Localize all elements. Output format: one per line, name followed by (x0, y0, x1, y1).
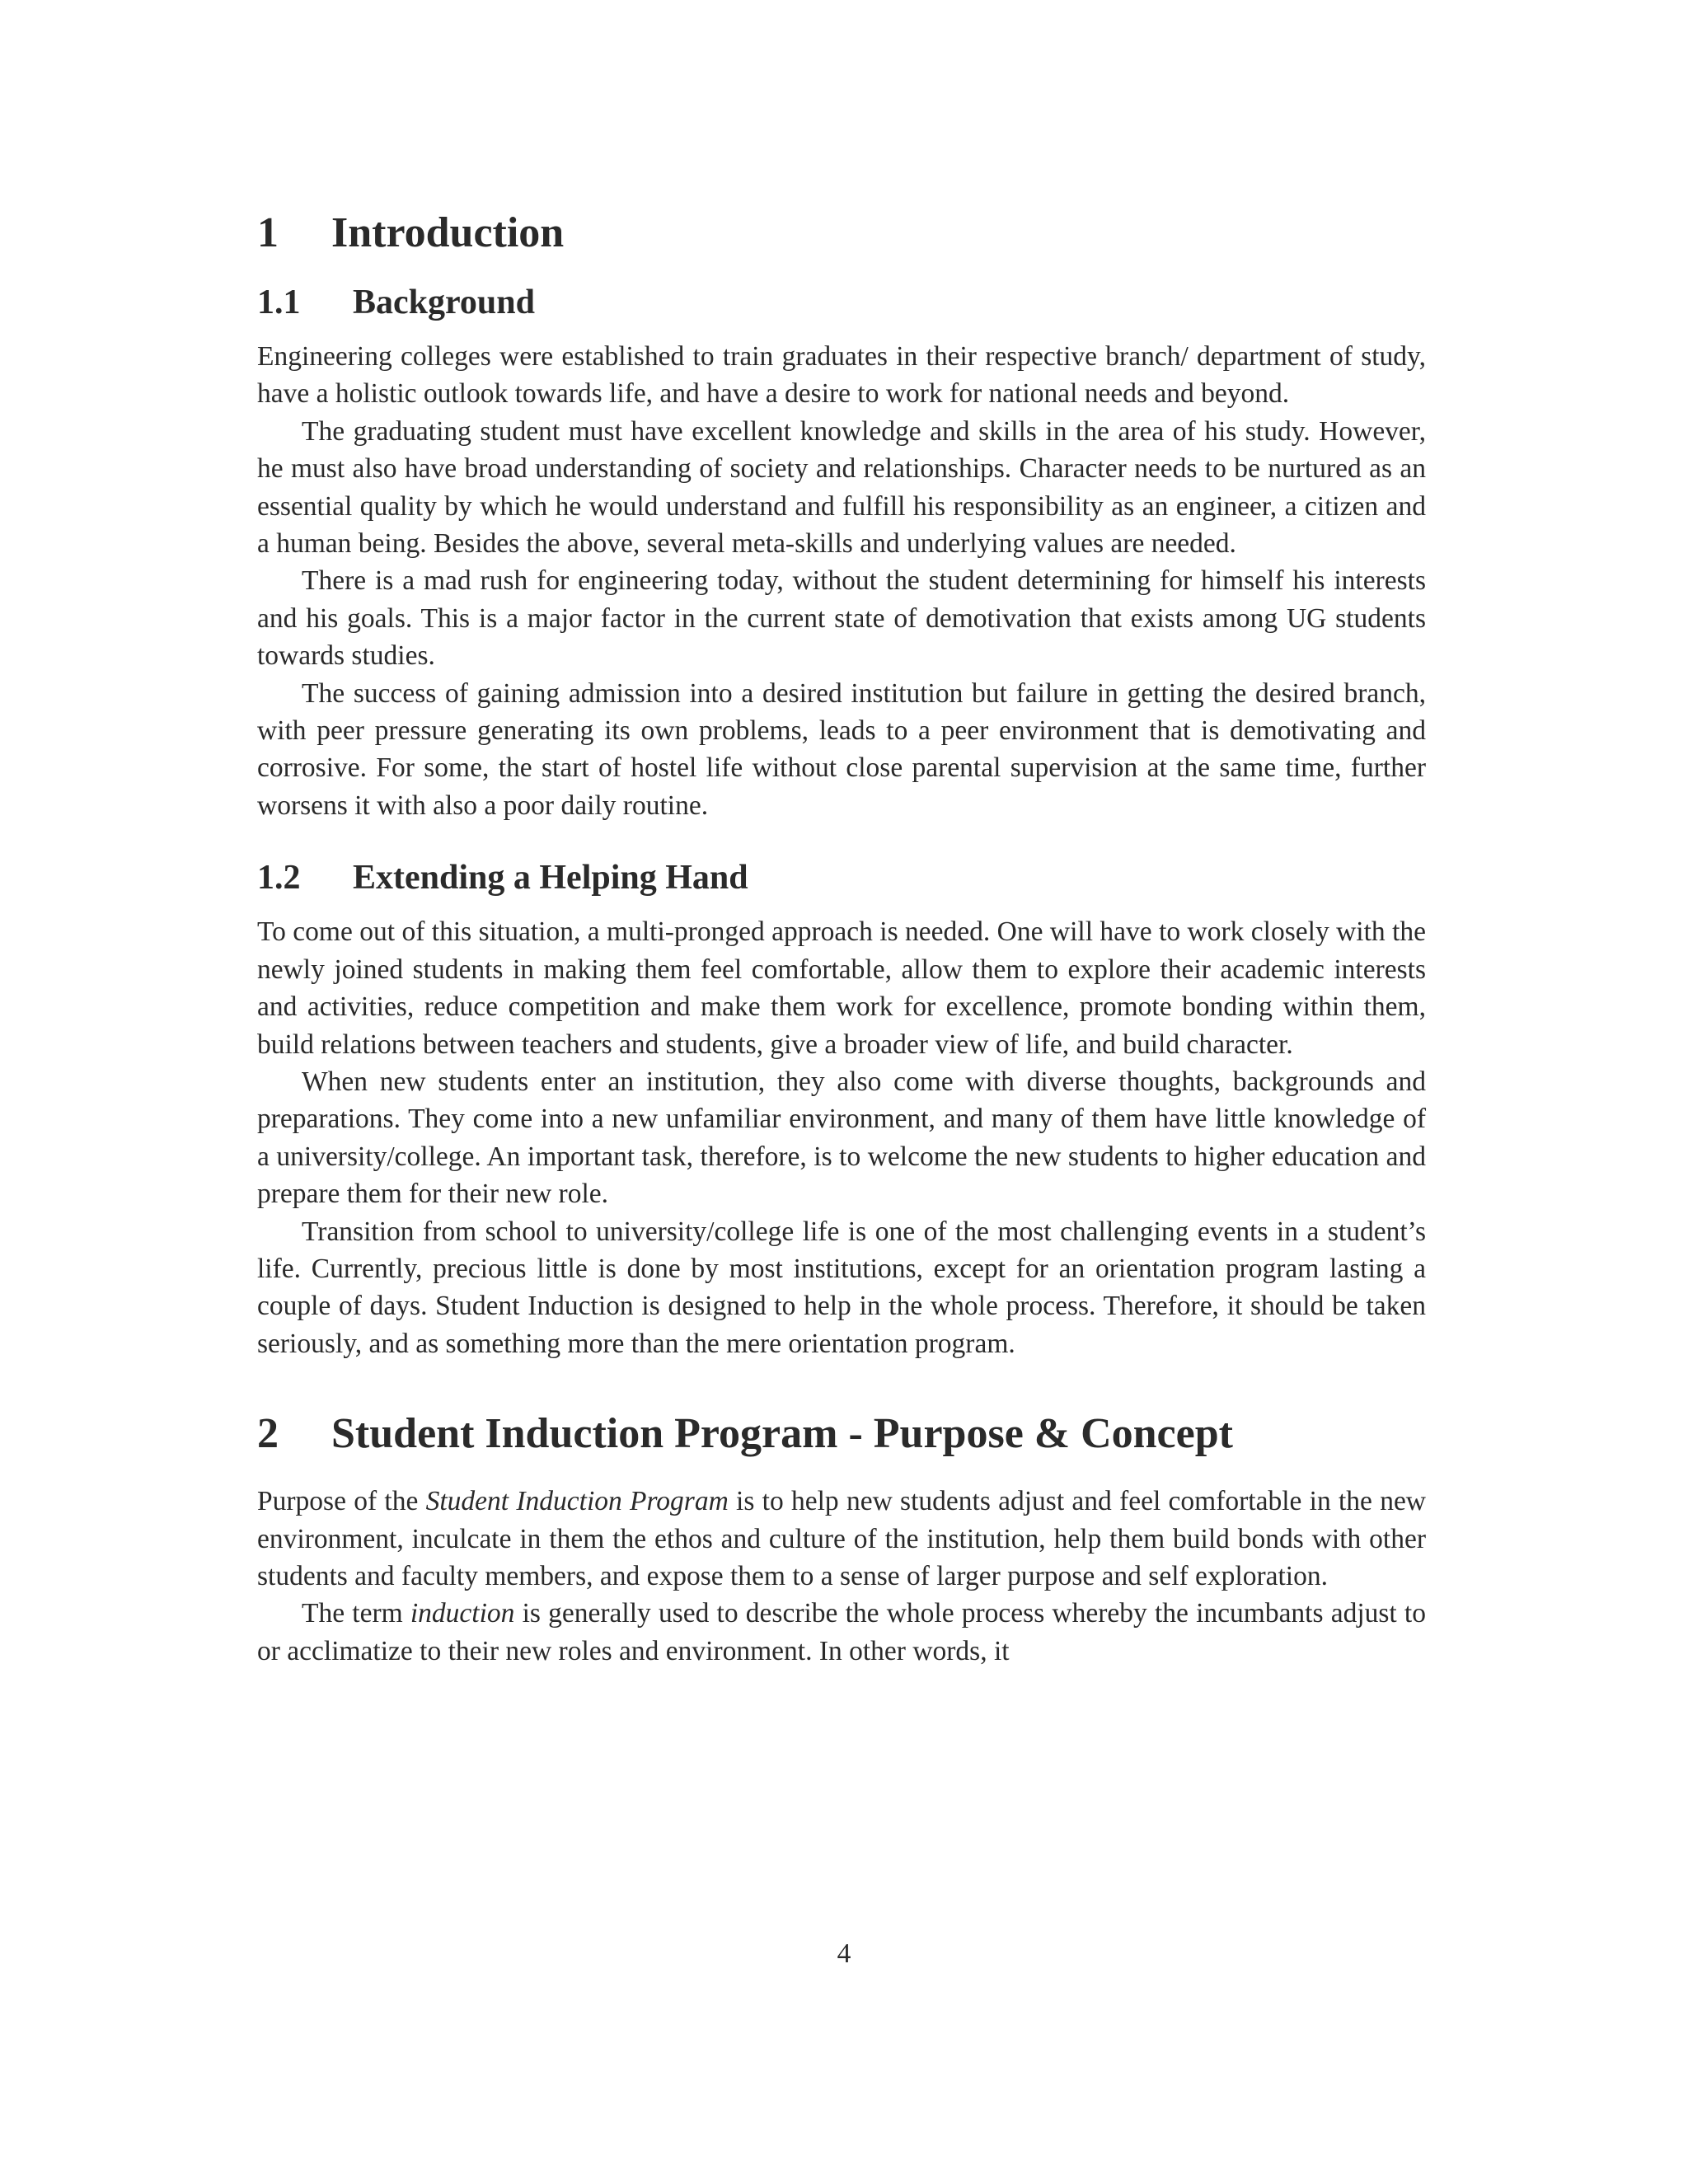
subsection-number: 1.2 (257, 859, 301, 898)
text-run: is to help new students adjust and feel comfortable in the new environment, inculcate in them the ethos and culture of the institution, help them build bonds with other students and faculty members, and expose them to a sense of larger purpose and self exploration. (257, 1486, 1427, 1591)
section-number: 2 (257, 1410, 279, 1458)
subsection-number: 1.1 (257, 284, 301, 321)
paragraph: The graduating student must have excellent knowledge and skills in the area of his study. However, he must also have broad understanding of society and relationships. Character needs to be nurtured as an essential quality by which he would understand and fulfill his responsibility as an engineer, a citizen and a human being. Besides the above, several meta-skills and underlying values are needed. (257, 415, 1426, 560)
page-number: 4 (837, 1938, 851, 1969)
page-content (257, 204, 1426, 1670)
text-run: Purpose of the (257, 1486, 426, 1517)
subsection-heading-background (257, 279, 1426, 326)
paragraph (257, 1483, 1426, 1595)
section-number: 1 (257, 209, 279, 256)
section-heading-introduction (257, 204, 1426, 262)
paragraph: To come out of this situation, a multi-pronged approach is needed. One will have to work closely with the newly joined students in making them feel comfortable, allow them to explore their academic interests and activities, reduce competition and make them work for excellence, promote bonding within them, build relations between teachers and students, give a broader view of life, and build character. (257, 916, 1426, 1060)
emphasized-term: induction (410, 1598, 515, 1629)
section-title: Introduction (331, 209, 565, 256)
paragraph (257, 1595, 1426, 1670)
paragraph: There is a mad rush for engineering today, without the student determining for himself his interests and his goals. This is a major factor in the current state of demotivation that exists among UG students towards studies. (257, 565, 1426, 672)
paragraph: The success of gaining admission into a desired institution but failure in getting the desired branch, with peer pressure generating its own problems, leads to a peer environment that is demotivating and corrosive. For some, the start of hostel life without close parental supervision at the same time, further worsens it with also a poor daily routine. (257, 677, 1426, 821)
paragraph: Engineering colleges were established to train graduates in their respective branch/ department of study, have a holistic outlook towards life, and have a desire to work for national needs and beyond. (257, 341, 1426, 410)
subsection-title: Background (353, 284, 535, 321)
text-run: is generally used to describe the whole process whereby the incumbants adjust to or acclimatize to their new roles and environment. In other words, it (257, 1598, 1426, 1666)
subsection-title: Extending a Helping Hand (353, 859, 748, 898)
text-run: The term (302, 1598, 410, 1629)
emphasized-term: Student Induction Program (425, 1486, 729, 1517)
subsection-heading-helping-hand (257, 854, 1426, 902)
section-title: Student Induction Program - Purpose & Concept (331, 1410, 1233, 1458)
paragraph: Transition from school to university/college life is one of the most challenging events in a student’s life. Currently, precious little is done by most institutions, except for an orientation program lasting a couple of days. Student Induction is designed to help in the whole process. Therefore, it should be taken seriously, and as something more than the mere orientation program. (257, 1216, 1426, 1359)
paragraph: When new students enter an institution, they also come with diverse thoughts, backgrounds and preparations. They come into a new unfamiliar environment, and many of them have little knowledge of a university/college. An important task, therefore, is to welcome the new students to higher education and prepare them for their new role. (257, 1066, 1426, 1210)
section-heading-student-induction (257, 1405, 1426, 1463)
